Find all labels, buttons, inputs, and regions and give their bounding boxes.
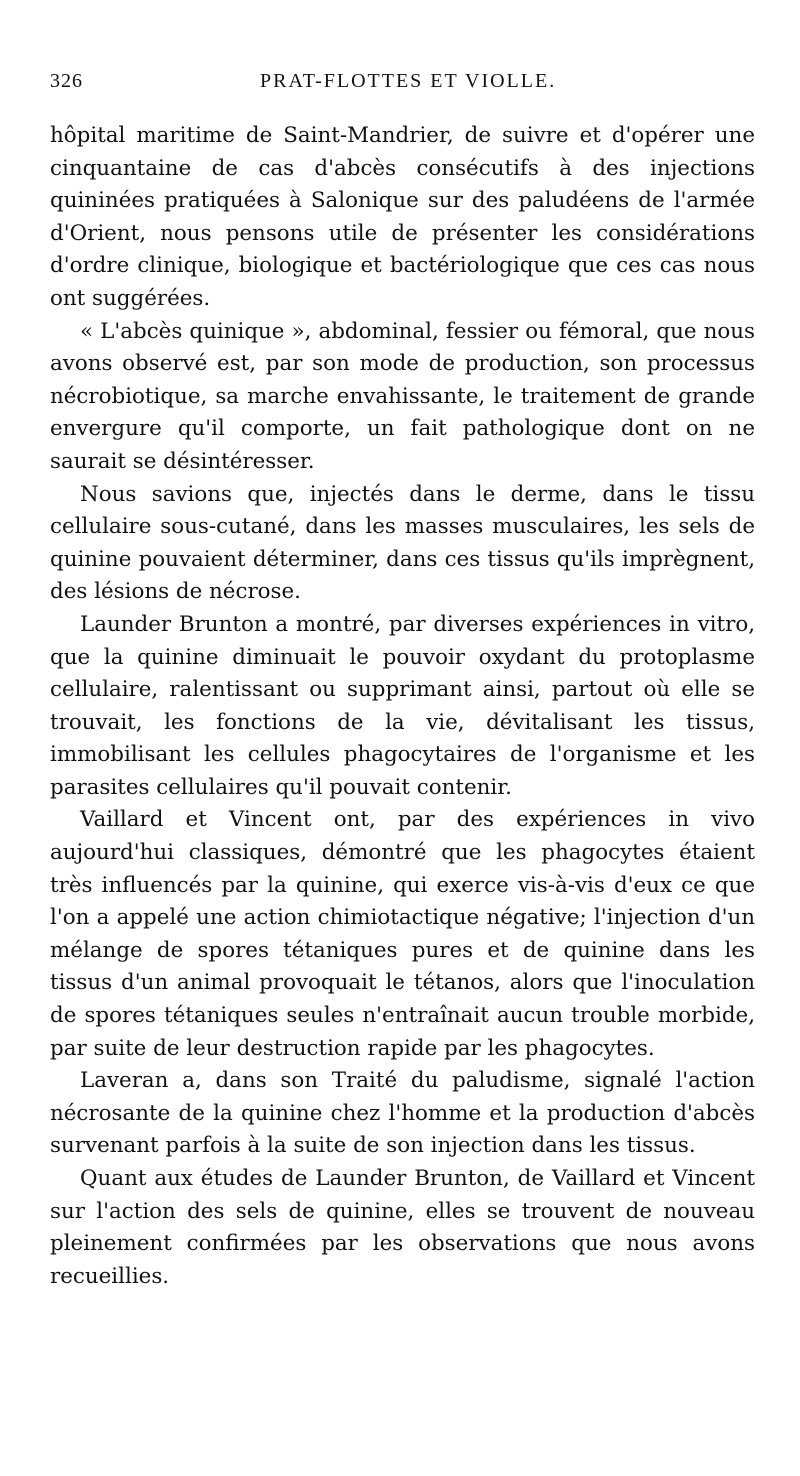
running-head bbox=[50, 70, 755, 102]
paragraph-abces-quinique: « L'abcès quinique », abdominal, fessier ou fémoral, que nous avons observé est, par son mode de production, son processus nécrobiotique, sa marche envahissante, le traitement de grande envergure qu'il comporte, un fait pathologique dont on ne saurait se désintéresser. bbox=[50, 318, 755, 474]
running-title: PRAT-FLOTTES ET VIOLLE. bbox=[260, 70, 557, 92]
paragraph-laveran: Laveran a, dans son Traité du paludisme, signalé l'action nécrosante de la quinine chez l'homme et la production d'abcès survenant parfois à la suite de son injection dans les tissus. bbox=[50, 1068, 755, 1159]
book-page bbox=[50, 70, 755, 1293]
paragraph-sels-de-quinine: Nous savions que, injectés dans le derme, dans le tissu cellulaire sous-cutané, dans les masses musculaires, les sels de quinine pouvaient déterminer, dans ces tissus qu'ils imprègnent, des lésions de nécrose. bbox=[50, 481, 755, 605]
body-text bbox=[50, 120, 755, 1293]
paragraph-vaillard-vincent: Vaillard et Vincent ont, par des expériences in vivo aujourd'hui classiques, démontré que les phagocytes étaient très influencés par la quinine, qui exerce vis-à-vis d'eux ce que l'on a appelé une action chimiotactique négative; l'injection d'un mélange de spores tétaniques pures et de quinine dans les tissus d'un animal provoquait le tétanos, alors que l'inoculation de spores tétaniques seules n'entraînait aucun trouble morbide, par suite de leur destruction rapide par les phagocytes. bbox=[50, 807, 755, 1061]
page-number: 326 bbox=[50, 70, 83, 92]
paragraph-continuation: hôpital maritime de Saint-Mandrier, de suivre et d'opérer une cinquantaine de cas d'abcès consécutifs à des injections quininées pratiquées à Salonique sur des paludéens de l'armée d'Orient, nous pensons utile de présenter les considérations d'ordre clinique, biologique et bactériologique que ces cas nous ont suggérées. bbox=[50, 123, 755, 311]
paragraph-launder-brunton: Launder Brunton a montré, par diverses expériences in vitro, que la quinine diminuait le pouvoir oxydant du protoplasme cellulaire, ralentissant ou supprimant ainsi, partout où elle se trouvait, les fonctions de la vie, dévitalisant les tissus, immobilisant les cellules phagocytaires de l'organisme et les parasites cellulaires qu'il pouvait contenir. bbox=[50, 611, 755, 800]
paragraph-conclusion: Quant aux études de Launder Brunton, de Vaillard et Vincent sur l'action des sels de quinine, elles se trouvent de nouveau pleinement confirmées par les observations que nous avons recueillies. bbox=[50, 1166, 755, 1289]
